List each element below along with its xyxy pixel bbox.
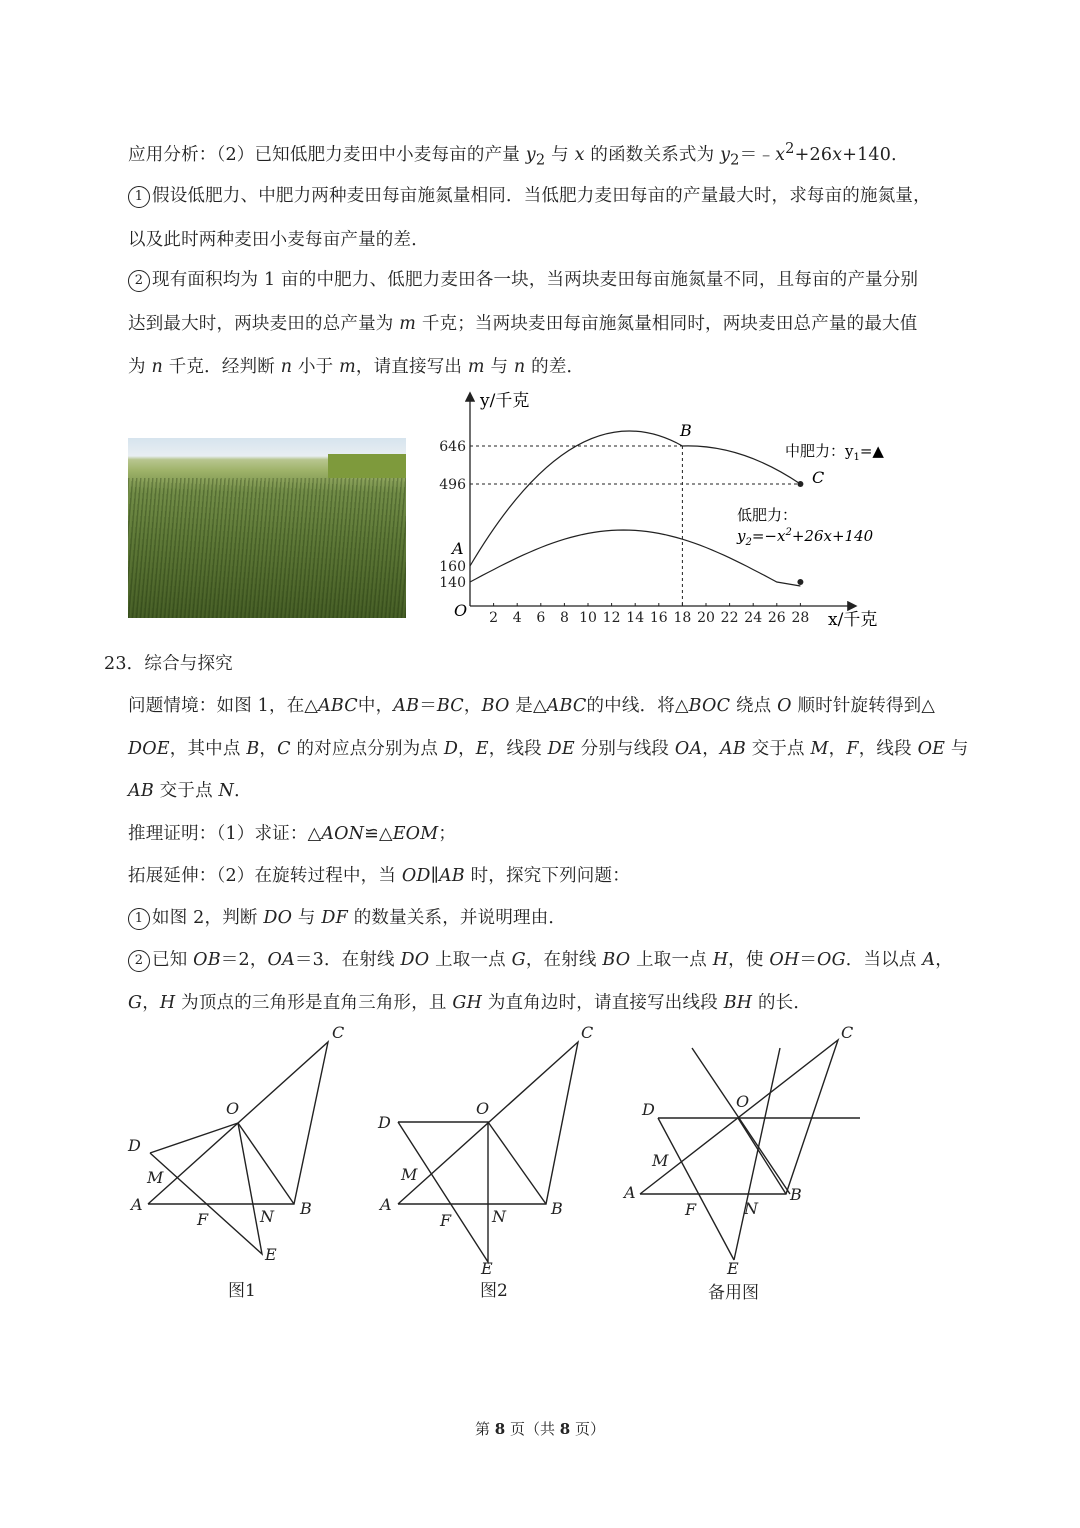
- fig2-label-F: F: [440, 1211, 452, 1230]
- fig1-label-B: B: [300, 1199, 312, 1218]
- x-tick-label-8: 8: [559, 610, 569, 626]
- legend-low-fertility-title: 低肥力：: [737, 506, 798, 524]
- x-tick-label-6: 6: [536, 610, 546, 626]
- fig1-triangle-doe: [150, 1123, 262, 1254]
- q23-context-line2: DOE，其中点 B，C 的对应点分别为点 D，E，线段 DE 分别与线段 OA，AB 交于点 M，F，线段 OE 与: [128, 739, 969, 759]
- q23-title: 23．综合与探究: [104, 654, 233, 674]
- question-1-line1: 1 假设低肥力、中肥力两种麦田每亩施氮量相同．当低肥力麦田每亩的产量最大时，求每亩的施氮量，: [128, 182, 931, 208]
- fig2-label-M: M: [401, 1165, 418, 1184]
- fig2-label-B: B: [551, 1199, 563, 1218]
- fig1-caption: 图1: [228, 1281, 256, 1301]
- fig3-label-C: C: [841, 1023, 854, 1042]
- fig3-caption: 备用图: [708, 1283, 759, 1303]
- circled-number-2: 2: [128, 270, 150, 292]
- fig2-label-D: D: [378, 1113, 391, 1132]
- fig1-label-O: O: [226, 1099, 240, 1118]
- y-axis-label: y/千克: [480, 391, 530, 411]
- yield-chart: [430, 388, 900, 638]
- fig1-label-A: A: [131, 1195, 143, 1214]
- fig2-caption: 图2: [480, 1281, 508, 1301]
- fig2-label-E: E: [481, 1259, 493, 1278]
- fig1-label-C: C: [332, 1023, 345, 1042]
- fig3-label-E: E: [727, 1259, 739, 1278]
- x-tick-label-22: 22: [720, 610, 739, 626]
- x-tick-label-18: 18: [673, 610, 692, 626]
- figure-2: [398, 1042, 578, 1262]
- legend-medium-fertility: 中肥力：$y_1=▲$: [785, 442, 884, 463]
- circled-number-2: 2: [128, 950, 150, 972]
- q23-extension-line: 拓展延伸：（2）在旋转过程中，当 OD∥AB 时，探究下列问题：: [128, 866, 630, 886]
- x-tick-label-24: 24: [744, 610, 763, 626]
- question-2-line2: 达到最大时，两块麦田的总产量为 m 千克；当两块麦田每亩施氮量相同时，两块麦田总产量的最大值: [128, 314, 918, 334]
- q23-proof-line: 推理证明：（1）求证：△AON≌△EOM；: [128, 824, 457, 844]
- fig3-line-through-o-2: [734, 1048, 780, 1260]
- q23-sub1-line: 1 如图 2，判断 DO 与 DF 的数量关系，并说明理由．: [128, 904, 566, 930]
- wheat-field-photo: [128, 438, 406, 618]
- y-tick-label-496: 496: [439, 477, 466, 493]
- x-tick-label-16: 16: [649, 610, 668, 626]
- x-tick-label-20: 20: [697, 610, 715, 626]
- circled-number-1: 1: [128, 908, 150, 930]
- fig2-median-bo: [488, 1122, 546, 1204]
- fig2-label-N: N: [492, 1207, 506, 1226]
- wheat-stalks-texture: [128, 478, 406, 618]
- x-tick-label-10: 10: [579, 610, 597, 626]
- fig3-label-A: A: [624, 1183, 636, 1202]
- green-field-patch: [328, 454, 406, 478]
- y-tick-label-160: 160: [439, 559, 466, 575]
- fig3-label-B: B: [790, 1185, 802, 1204]
- x-tick-label-28: 28: [791, 610, 810, 626]
- origin-label: O: [454, 601, 468, 620]
- y-tick-label-140: 140: [439, 575, 466, 591]
- fig1-label-N: N: [260, 1207, 274, 1226]
- question-1-line2: 以及此时两种麦田小麦每亩产量的差．: [128, 230, 429, 250]
- fig1-label-M: M: [147, 1168, 164, 1187]
- circled-number-1: 1: [128, 186, 150, 208]
- fig3-line-de: [658, 1118, 734, 1260]
- geometry-figures: [110, 1018, 970, 1308]
- fig2-label-A: A: [380, 1195, 392, 1214]
- fig3-label-O: O: [736, 1092, 750, 1111]
- fig1-label-F: F: [197, 1210, 209, 1229]
- part2-intro-line: 应用分析：（2）已知低肥力麦田中小麦每亩的产量 $y_2$ 与 x 的函数关系式为 $y_2=﹣x^2+26x+140$．: [128, 140, 909, 169]
- fig3-label-M: M: [652, 1151, 669, 1170]
- point-label-B: B: [680, 421, 692, 440]
- fig1-median-bo: [238, 1123, 294, 1204]
- page-footer: 第 8 页（共 8 页）: [475, 1420, 605, 1438]
- fig3-label-D: D: [642, 1100, 655, 1119]
- fig1-label-E: E: [265, 1245, 277, 1264]
- figure-1: [148, 1042, 328, 1254]
- question-2-line1: 2 现有面积均为 1 亩的中肥力、低肥力麦田各一块，当两块麦田每亩施氮量不同，且每亩的产量分别: [128, 266, 918, 292]
- q23-context-line1: 问题情境：如图 1，在△ABC中，AB＝BC，BO 是△ABC的中线．将△BOC 绕点 O 顺时针旋转得到△: [128, 696, 936, 716]
- fig3-label-N: N: [744, 1199, 758, 1218]
- x-tick-label-12: 12: [602, 610, 621, 626]
- fig3-label-F: F: [685, 1200, 697, 1219]
- fig2-label-O: O: [476, 1099, 490, 1118]
- point-label-A: A: [452, 539, 464, 558]
- fig1-label-D: D: [128, 1136, 141, 1155]
- q23-sub2-line1: 2 已知 OB＝2，OA＝3．在射线 DO 上取一点 G，在射线 BO 上取一点 H，使 OH＝OG．当以点 A，: [128, 946, 953, 972]
- point-low-end-dot: [797, 579, 803, 585]
- x-axis-label: x/千克: [828, 610, 878, 630]
- x-tick-label-26: 26: [767, 610, 786, 626]
- point-label-C: C: [812, 468, 825, 487]
- legend-low-fertility-formula: $y_2=-x^2+26x+140$: [737, 527, 874, 548]
- x-tick-label-4: 4: [512, 610, 522, 626]
- q23-sub2-line2: G，H 为顶点的三角形是直角三角形，且 GH 为直角边时，请直接写出线段 BH 的长．: [128, 993, 812, 1013]
- x-tick-label-14: 14: [626, 610, 645, 626]
- fig2-label-C: C: [581, 1023, 594, 1042]
- point-C-dot: [797, 481, 803, 487]
- y-tick-label-646: 646: [439, 439, 466, 455]
- x-tick-label-2: 2: [489, 610, 499, 626]
- figure-backup: [640, 1040, 860, 1260]
- question-2-line3: 为 n 千克．经判断 n 小于 m，请直接写出 m 与 n 的差．: [128, 357, 585, 377]
- q23-context-line3: AB 交于点 N．: [128, 781, 252, 801]
